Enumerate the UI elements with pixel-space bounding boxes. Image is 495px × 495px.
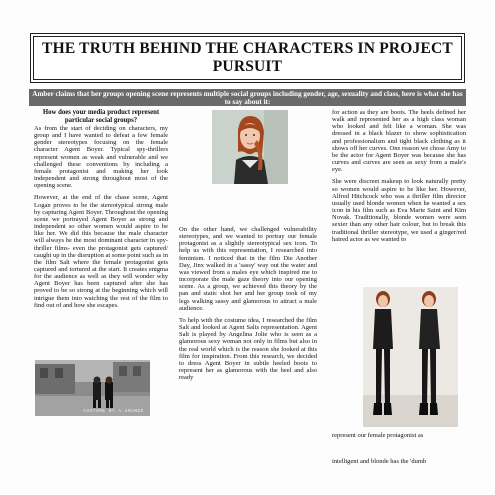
chase-scene-photo (35, 360, 150, 416)
intro-banner: Amber claims that her groups opening scene represents multiple social groups including gender, age, sexuality and class, here is what she has to say about it: (29, 89, 466, 106)
column-2-paragraph-1: On the other hand, we challenged vulnerability stereotypes, and we wanted to portray our female protagonist as a slightly stereotypical sex icon. To help us with this representation, I researched into feminism. I noticed that in the film Die Another Day, Jinx walked in a 'sassy' way out the water and was viewed from a males eye which inspired me to incorporate the male gaze theory into our opening scene. As a group, we achieved this theory by the pan and static shot her and her group took of my legs walking sassy and glamorous to attract a male audience. (179, 226, 317, 312)
page-title: THE TRUTH BEHIND THE CHARACTERS IN PROJECT PURSUIT (42, 40, 453, 75)
column-3-continued (332, 458, 466, 470)
column-1-paragraph-2: However, at the end of the chase scene, Agent Logan proves to be the stereotypical strong male by capturing Agent Boyer. Throughout the opening scene we portrayed Agent Boyer as strong and independent so other women would aspire to be like her. We did this because the male character will always be the most dominant character in spy-thriller films- even the protagonist gets captured/ caught up in the disruption at some point such as in the film Salt where the female protagonist gets captured and tortured at the start. It creates enigma for the audience as well as they will wonder why Agent Boyer has been captured after she has proved to be so strong at the beginning which will intrigue them into watching the rest of the film to find out of and how she escapes. (34, 194, 168, 309)
title-box (30, 33, 465, 83)
column-3-paragraph-3: represent our female protagonist as (332, 432, 424, 439)
column-3-caption-line (332, 432, 466, 444)
column-1 (34, 109, 168, 314)
column-3-paragraph-1: for action as they are boots. The heels defined her walk and represented her as a high class woman who looked and felt like a woman. She was dressed in a black blazer to show sophistication and professionalism and tight black clothing as it shows off her curves. One reason we chose Amy to be the actor for Agent Boyer was because she has curves and curves are seen as sexy from a male's eye. (332, 109, 466, 174)
costume-comparison-illustration (363, 287, 458, 427)
column-2-paragraph-2: To help with the costume idea, I researched the film Salt and looked at Agent Salts representation. Agent Salt is played by Angelina Jolie who is seen as a glamorous sexy woman not only in films but also in the real world which is the reason she looked at this film for inspiration. From this research, we decided to dress Agent Boyer in subtle heeled boots to represent her as glamorous with the heel and also ready (179, 316, 317, 382)
column-3-paragraph-2: She were discreet makeup to look naturally pretty so women would aspire to be like her. However, Alfred Hitchcock who was a thriller film director usually used blonde women when he wanted a sex icon in his film such as Eva Marie Saint and Kim Novak. Traditionally, blonde women were seen sexier than any other hair colour, but to break this traditional thriller stereotype, we used a ginger/red haired actor as we wanted to (332, 178, 466, 243)
actor-portrait-photo (212, 110, 288, 184)
chase-scene-illustration (35, 360, 150, 416)
column-1-paragraph-1: As from the start of deciding on characters, my group and I have wanted to defeat a few female gender stereotypes focusing on the female character Agent Boyer. Typical spy-thrillers represent women as weak and vulnerable and we challenged these conventions by including a female protagonist and making her look independent and strong throughout most of the opening scene. (34, 125, 168, 190)
actor-portrait-illustration (212, 110, 288, 184)
costume-comparison-photo (363, 287, 458, 427)
question-heading: How does your media product represent particular social groups? (42, 109, 160, 124)
column-2 (179, 226, 317, 386)
column-3-paragraph-4: intelligent and blonde has the 'dumb (332, 458, 427, 465)
column-3 (332, 109, 466, 248)
photo-watermark: COSTUME BY A.GRUNGE (83, 409, 144, 414)
